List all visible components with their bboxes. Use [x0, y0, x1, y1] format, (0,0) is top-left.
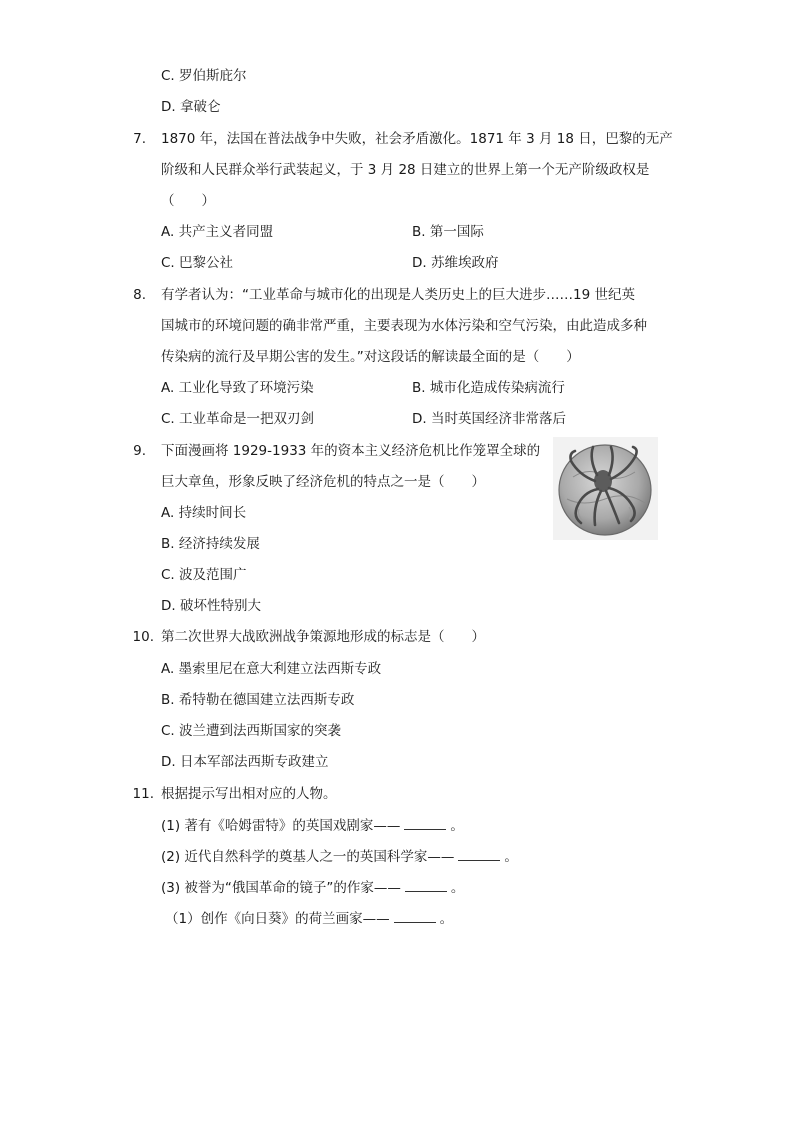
q9-number: 9. [133, 443, 146, 459]
q11-sub4 [165, 908, 453, 929]
q8-option-d: D. 当时英国经济非常落后 [412, 411, 566, 427]
q11-sub2-text: (2) 近代自然科学的奠基人之一的英国科学家—— [161, 849, 455, 865]
q10-option-a: A. 墨索里尼在意大利建立法西斯专政 [161, 661, 382, 677]
q11-sub3 [161, 877, 464, 898]
q8-option-a: A. 工业化导致了环境污染 [161, 380, 314, 396]
q7-number: 7. [133, 131, 146, 147]
q11-sub1 [161, 815, 464, 836]
q8-option-c: C. 工业革命是一把双刃剑 [161, 411, 315, 427]
q9-option-b: B. 经济持续发展 [161, 536, 260, 552]
q7-option-c: C. 巴黎公社 [161, 255, 234, 271]
q11-stem-line1: 根据提示写出相对应的人物。 [161, 786, 337, 802]
q7-option-a: A. 共产主义者同盟 [161, 224, 274, 240]
q11-sub3-text: (3) 被誉为“俄国革命的镜子”的作家—— [161, 880, 401, 896]
q8-stem-line1: 有学者认为：“工业革命与城市化的出现是人类历史上的巨大进步……19 世纪英 [161, 287, 635, 303]
q9-stem-line1: 下面漫画将 1929-1933 年的资本主义经济危机比作笼罩全球的 [161, 443, 541, 459]
q9-option-c: C. 波及范围广 [161, 567, 247, 583]
q11-sub3-end: 。 [450, 880, 465, 896]
q11-answer-blank-3[interactable] [405, 877, 447, 892]
q6-option-d: D. 拿破仑 [161, 99, 221, 115]
q11-sub4-end: 。 [439, 911, 454, 927]
q10-option-c: C. 波兰遭到法西斯国家的突袭 [161, 723, 342, 739]
q11-sub1-text: (1) 著有《哈姆雷特》的英国戏剧家—— [161, 818, 401, 834]
q7-stem-line1: 1870 年，法国在普法战争中失败，社会矛盾激化。1871 年 3 月 18 日，巴黎的无产 [161, 131, 673, 147]
q6-option-c: C. 罗伯斯庇尔 [161, 68, 247, 84]
q11-sub2 [161, 846, 518, 867]
q9-option-a: A. 持续时间长 [161, 505, 247, 521]
q11-answer-blank-4[interactable] [394, 908, 436, 923]
q11-answer-blank-1[interactable] [404, 815, 446, 830]
q8-number: 8. [133, 287, 146, 303]
q9-stem-line2: 巨大章鱼，形象反映了经济危机的特点之一是（ ） [161, 474, 485, 490]
q8-option-b: B. 城市化造成传染病流行 [412, 380, 565, 396]
q11-sub2-end: 。 [504, 849, 518, 865]
q7-option-d: D. 苏维埃政府 [412, 255, 499, 271]
q10-option-b: B. 希特勒在德国建立法西斯专政 [161, 692, 355, 708]
octopus-globe-cartoon [553, 437, 658, 540]
q10-option-d: D. 日本军部法西斯专政建立 [161, 754, 329, 770]
q9-option-d: D. 破坏性特别大 [161, 598, 261, 614]
q11-answer-blank-2[interactable] [458, 846, 500, 861]
q7-option-b: B. 第一国际 [412, 224, 484, 240]
q7-stem-line3: （ ） [161, 193, 215, 209]
q11-number: 11. [132, 786, 154, 802]
q11-sub4-text: （1）创作《向日葵》的荷兰画家—— [165, 911, 390, 927]
q10-number: 10. [132, 629, 154, 645]
q10-stem-line1: 第二次世界大战欧洲战争策源地形成的标志是（ ） [161, 629, 485, 645]
q11-sub1-end: 。 [450, 818, 464, 834]
q8-stem-line3: 传染病的流行及早期公害的发生。”对这段话的解读最全面的是（ ） [161, 349, 580, 365]
q8-stem-line2: 国城市的环境问题的确非常严重，主要表现为水体污染和空气污染，由此造成多种 [161, 318, 647, 334]
q7-stem-line2: 阶级和人民群众举行武装起义，于 3 月 28 日建立的世界上第一个无产阶级政权是 [161, 162, 650, 178]
